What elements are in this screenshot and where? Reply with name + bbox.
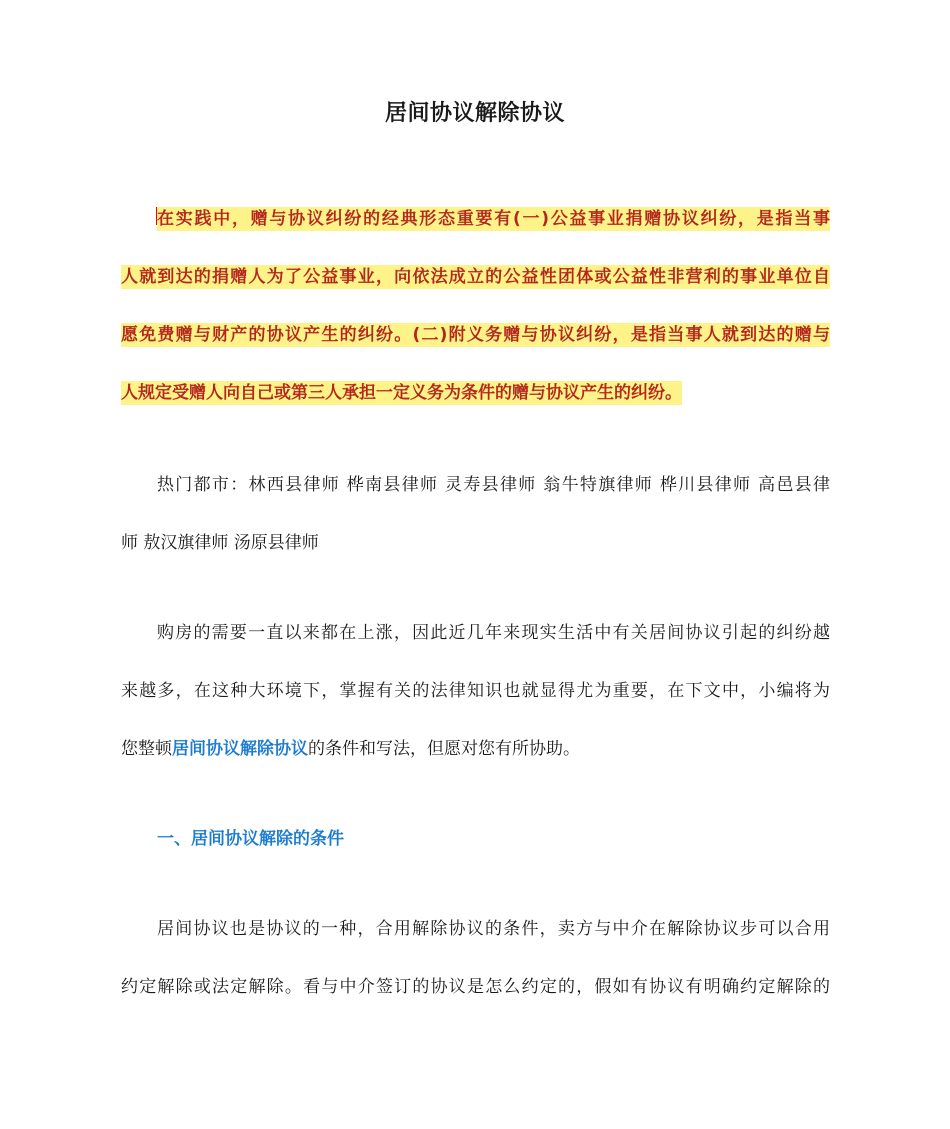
document-title: 居间协议解除协议 (384, 101, 565, 126)
hot-cities-line-2: 师 敖汉旗律师 汤原县律师 (121, 533, 319, 553)
section-heading: 一、居间协议解除的条件 (157, 829, 344, 849)
intro-line-2: 来越多，在这种大环境下，掌握有关的法律知识也就显得尤为重要，在下文中，小编将为 (121, 681, 830, 701)
intro-text: 您整顿 (121, 739, 172, 759)
highlight-text: 人就到达的捐赠人为了公益事业，向依法成立的公益性团体或公益性非营利的事业单位自 (121, 267, 830, 287)
highlight-line-4 (121, 380, 830, 406)
highlight-text: 在实践中，赠与协议纠纷的经典形态重要有(一)公益事业捐赠协议纠纷，是指当事 (157, 209, 830, 229)
highlight-line-1 (157, 206, 830, 232)
article-link[interactable]: 居间协议解除协议 (172, 739, 308, 759)
intro-line-1: 购房的需要一直以来都在上涨，因此近几年来现实生活中有关居间协议引起的纠纷越 (157, 623, 830, 643)
highlight-line-3 (121, 322, 830, 348)
intro-text: 的条件和写法，但愿对您有所协助。 (308, 739, 580, 759)
intro-line-3 (121, 736, 830, 762)
section-body-line-2: 约定解除或法定解除。看与中介签订的协议是怎么约定的，假如有协议有明确约定解除的 (121, 977, 830, 997)
highlight-line-2 (121, 264, 830, 290)
hot-cities-line-1: 热门都市：林西县律师 桦南县律师 灵寿县律师 翁牛特旗律师 桦川县律师 高邑县律 (157, 475, 830, 495)
highlight-text: 愿免费赠与财产的协议产生的纠纷。(二)附义务赠与协议纠纷，是指当事人就到达的赠与 (121, 325, 830, 345)
section-body-line-1: 居间协议也是协议的一种，合用解除协议的条件，卖方与中介在解除协议步可以合用 (157, 919, 830, 939)
highlight-text: 人规定受赠人向自己或第三人承担一定义务为条件的赠与协议产生的纠纷。 (121, 383, 682, 403)
